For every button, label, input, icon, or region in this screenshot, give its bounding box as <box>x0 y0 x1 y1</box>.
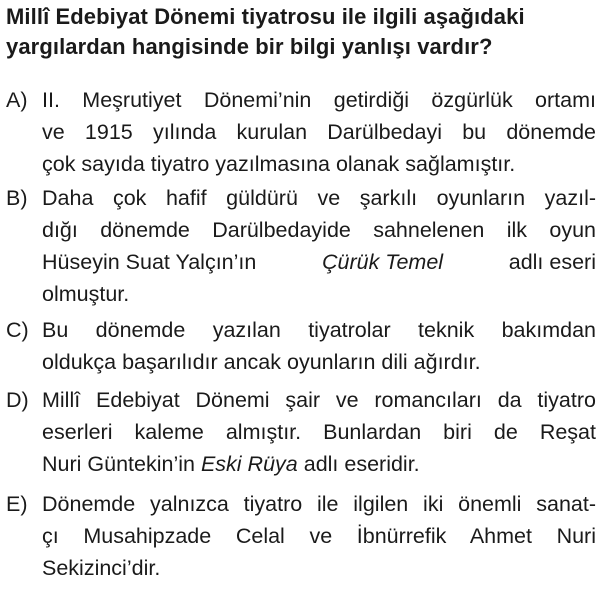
option-e[interactable] <box>6 488 596 584</box>
option-letter: E) <box>6 492 28 516</box>
option-line: oldukça başarılıdır ancak oyunların dili ağırdır. <box>42 350 481 374</box>
option-line: Daha çok hafif güldürü ve şarkılı oyunların yazıl- <box>42 186 596 210</box>
option-line: dığı dönemde Darülbedayide sahnelenen ilk oyun <box>42 218 596 242</box>
option-line: Millî Edebiyat Dönemi şair ve romancıları da tiyatro <box>42 388 596 412</box>
option-text <box>42 314 596 378</box>
option-b[interactable] <box>6 182 596 310</box>
option-text <box>42 488 596 584</box>
option-c[interactable] <box>6 314 596 378</box>
option-line: eserleri kaleme almıştır. Bunlardan biri de Reşat <box>42 420 596 444</box>
question-line-2: yargılardan hangisinde bir bilgi yanlışı vardır? <box>6 34 493 59</box>
work-title: Eski Rüya <box>200 452 298 476</box>
option-a[interactable] <box>6 84 596 180</box>
option-letter: D) <box>6 388 29 412</box>
option-line-tail: adlı eseri <box>508 250 596 274</box>
option-line: çok sayıda tiyatro yazılmasına olanak sağlamıştır. <box>42 152 516 176</box>
option-line <box>42 448 596 480</box>
option-text <box>42 84 596 180</box>
option-text <box>42 384 596 480</box>
option-line: II. Meşrutiyet Dönemi’nin getirdiği özgürlük ortamı <box>42 88 596 112</box>
author-name: Hüseyin Suat Yalçın’ın <box>42 250 257 274</box>
option-text <box>42 182 596 310</box>
option-line: Dönemde yalnızca tiyatro ile ilgilen iki önemli sanat- <box>42 492 596 516</box>
option-d[interactable] <box>6 384 596 480</box>
option-line: Bu dönemde yazılan tiyatrolar teknik bakımdan <box>42 318 596 342</box>
option-letter: A) <box>6 88 28 112</box>
work-title: Çürük Temel <box>321 250 444 274</box>
author-name: Nuri Güntekin’in <box>42 452 195 476</box>
question-stem <box>6 2 596 62</box>
question-line-1: Millî Edebiyat Dönemi tiyatrosu ile ilgili aşağıdaki <box>6 4 525 29</box>
option-letter: B) <box>6 186 28 210</box>
option-line: çı Musahipzade Celal ve İbnürrefik Ahmet Nuri <box>42 524 596 548</box>
option-line: olmuştur. <box>42 282 130 306</box>
option-letter: C) <box>6 318 29 342</box>
option-line <box>42 246 596 278</box>
option-line: ve 1915 yılında kurulan Darülbedayi bu dönemde <box>42 120 596 144</box>
option-line: Sekizinci’dir. <box>42 556 161 580</box>
option-line-tail: adlı eseridir. <box>303 452 420 476</box>
